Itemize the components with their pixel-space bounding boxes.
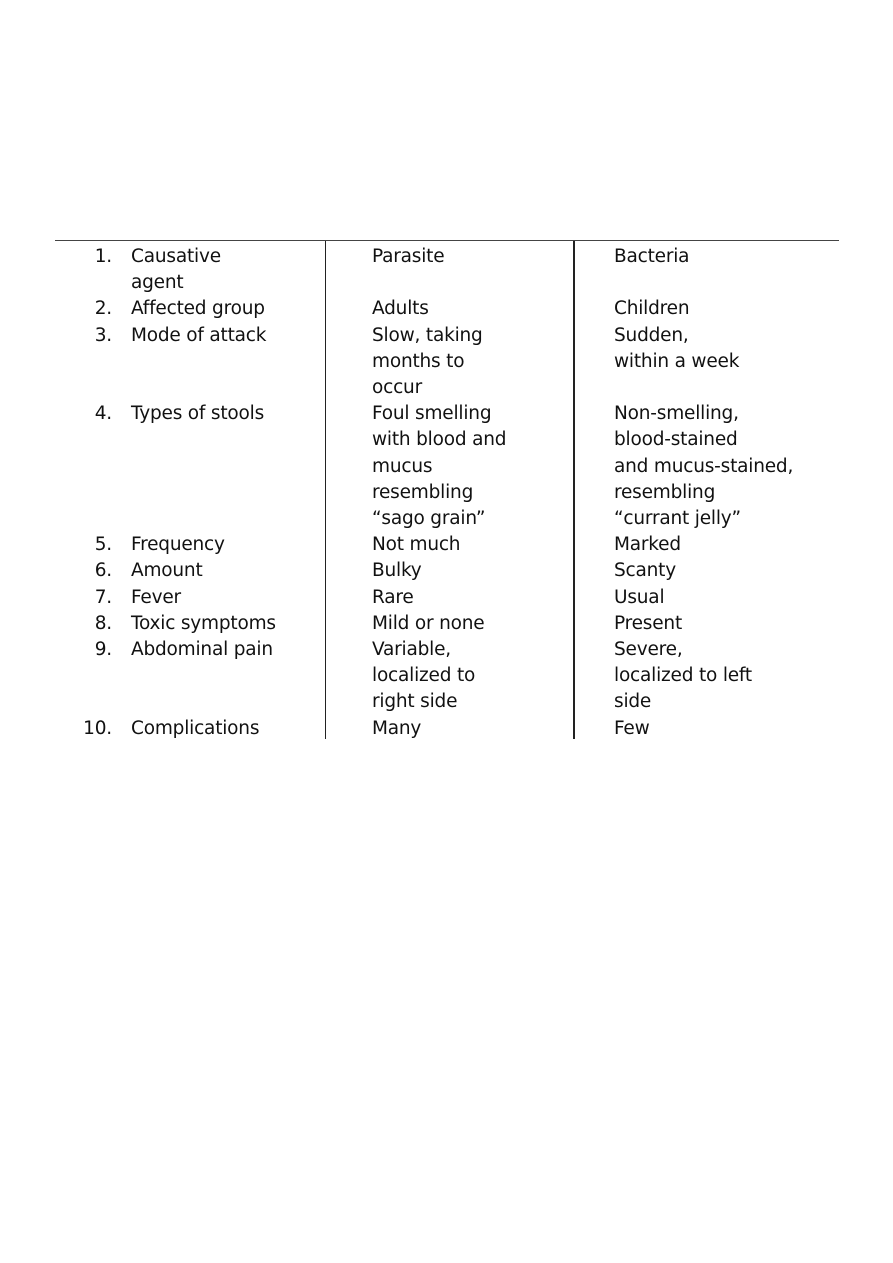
table-row	[0, 532, 893, 558]
bacteria-value: Bacteria	[614, 246, 690, 267]
table-row	[0, 323, 893, 402]
bacteria-value: Non-smelling, blood-stained and mucus-stained, resembling “currant jelly”	[614, 403, 794, 529]
bacteria-value: Usual	[614, 586, 665, 608]
parasite-value: Bulky	[372, 560, 422, 582]
row-number: 2.	[94, 298, 112, 320]
bacteria-value: Scanty	[614, 560, 676, 582]
row-number: 3.	[94, 324, 112, 346]
bacteria-value: Children	[614, 298, 690, 320]
parasite-value: Rare	[372, 586, 414, 608]
parasite-value: Mild or none	[372, 612, 485, 634]
feature-label: Frequency	[131, 534, 225, 556]
feature-label: Toxic symptoms	[131, 612, 276, 634]
parasite-value: Foul smelling with blood and mucus resembling “sago grain”	[372, 403, 507, 529]
feature-label: Mode of attack	[131, 324, 267, 346]
feature-label: Amount	[131, 560, 203, 582]
table-row	[0, 244, 893, 296]
parasite-value: Adults	[372, 298, 429, 320]
bacteria-value: Severe, localized to left side	[614, 639, 752, 713]
parasite-value: Variable, localized to right side	[372, 639, 476, 713]
table-row	[0, 585, 893, 611]
bacteria-value: Few	[614, 717, 650, 739]
table-top-rule	[55, 240, 839, 241]
parasite-value: Slow, taking months to occur	[372, 324, 483, 398]
row-number: 5.	[94, 534, 112, 556]
feature-label: Types of stools	[131, 403, 265, 425]
row-number: 8.	[94, 612, 112, 634]
row-number: 7.	[94, 586, 112, 608]
table-row	[0, 401, 893, 532]
row-number: 9.	[94, 639, 112, 660]
row-number: 10.	[83, 717, 112, 739]
bacteria-value: Present	[614, 612, 683, 634]
table-row	[0, 611, 893, 637]
row-number: 4.	[94, 403, 112, 425]
bacteria-value: Sudden, within a week	[614, 324, 740, 372]
feature-label: Causative agent	[131, 246, 221, 294]
bacteria-value: Marked	[614, 534, 681, 556]
feature-label: Abdominal pain	[131, 639, 273, 660]
parasite-value: Not much	[372, 534, 461, 556]
table-row	[0, 637, 893, 716]
feature-label: Affected group	[131, 298, 265, 320]
row-number: 1.	[94, 246, 112, 267]
table-row	[0, 716, 893, 742]
parasite-value: Parasite	[372, 246, 445, 267]
row-number: 6.	[94, 560, 112, 582]
feature-label: Complications	[131, 717, 260, 739]
table-row	[0, 558, 893, 584]
table-row	[0, 296, 893, 322]
parasite-value: Many	[372, 717, 422, 739]
feature-label: Fever	[131, 586, 181, 608]
